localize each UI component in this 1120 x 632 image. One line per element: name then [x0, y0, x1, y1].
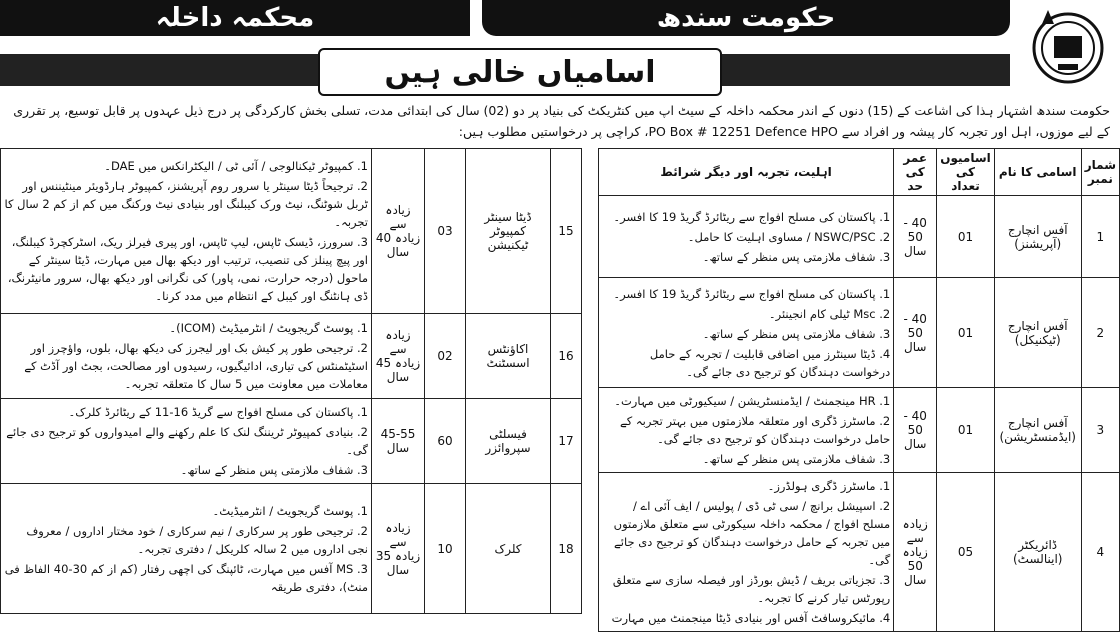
requirement-line: 2. ماسٹرز ڈگری اور متعلقہ ملازمتوں میں بہتر تجربہ کے حامل درخواست دہندگان کو ترجیح دی جائے گی۔: [620, 414, 891, 446]
requirement-line: 1. پاکستان کی مسلح افواج سے ریٹائرڈ گریڈ 19 کا افسر۔: [613, 209, 891, 224]
requirement-line: 2. اسپیشل برانچ / سی ٹی ڈی / پولیس / ایف آئی اے / مسلح افواج / محکمہ داخلہ سیکورٹی سے متعلق ملازمتوں میں تجربہ کے حامل درخواست دہندگان کو ترجیح دی جائے گی۔: [613, 499, 891, 567]
serial-cell: 1: [1081, 196, 1119, 278]
table-row: [599, 388, 1120, 473]
count-cell: 01: [937, 196, 995, 278]
table-row: [1, 149, 582, 314]
headline-bar: [0, 48, 1010, 92]
department-banner: [0, 0, 470, 36]
post-cell: آفس انچارج (ایڈمنسٹریشن): [994, 388, 1081, 473]
requirement-line: 3. تجزیاتی بریف / ڈیش بورڈز اور فیصلہ سازی سے متعلق رپورٹس تیار کرنے کا تجربہ۔: [612, 573, 891, 605]
requirement-line: 3. شفاف ملازمتی پس منظر کے ساتھ۔: [180, 463, 368, 477]
count-cell: 03: [425, 149, 466, 314]
col-count: اسامیوں کی تعداد: [937, 149, 995, 196]
age-cell: 40 - 50 سال: [894, 278, 937, 388]
serial-cell: 4: [1081, 473, 1119, 632]
requirement-line: 2. ترجیحاً ڈیٹا سینٹر یا سرور روم آپریشنز، کمپیوٹر ہارڈویئر مینٹیننس اور ٹربل شوٹنگ، نیٹ ورک کیبلنگ اور بنیادی نیٹ ورکنگ میں کم از کم 2 سال کا تجربہ۔: [4, 179, 368, 229]
requirement-line: 1. پوسٹ گریجویٹ / انٹرمیڈیٹ۔: [212, 503, 368, 518]
requirement-line: 3. شفاف ملازمتی پس منظر کے ساتھ۔: [702, 326, 891, 341]
requirement-line: 1. HR مینجمنٹ / ایڈمنسٹریشن / سیکیورٹی میں مہارت۔: [614, 394, 891, 408]
government-banner: [482, 0, 1010, 36]
age-cell: زیادہ سے زیادہ 45 سال: [372, 314, 425, 399]
requirements-cell: [1, 149, 372, 314]
requirement-line: 2. ترجیحی طور پر کیش بک اور لیجرز کی دیکھ بھال، بلوں، واؤچرز اور اسٹیٹمنٹس کی تیاری، ادائیگیوں، رسیدوں اور مصالحت، بجٹ اور آڈٹ کے معاملات میں معاونت میں 5 سال کا متعلقہ تجربہ۔: [24, 341, 368, 391]
col-age: عمر کی حد: [894, 149, 937, 196]
serial-cell: 17: [551, 399, 582, 484]
count-cell: 60: [425, 399, 466, 484]
requirement-line: 1. پوسٹ گریجویٹ / انٹرمیڈیٹ (ICOM)۔: [169, 321, 368, 335]
requirement-line: 2. NSWC/PSC / مساوی اہلیت کا حامل۔: [687, 229, 891, 244]
age-cell: زیادہ سے زیادہ 50 سال: [894, 473, 937, 632]
requirement-line: 1. پاکستان کی مسلح افواج سے گریڈ 16-11 کے ریٹائرڈ کلرک۔: [68, 405, 368, 419]
post-cell: کلرک: [466, 484, 551, 614]
requirements-cell: [1, 484, 372, 614]
requirement-line: 3. سرورز، ڈیسک ٹاپس، لیپ ٹاپس، اور پیری فیرلز ریک، اسٹرکچرڈ کیبلنگ، اور پیچ پینلز کی تنصیب، ترتیب اور دیکھ بھال میں مہارت، ڈیٹا سینٹر کے ماحول (درجہ حرارت، نمی، پاور) کی نگرانی اور دیکھ بھال، سرور مانیٹرنگ، ڈی ہانٹنگ اور کیبل کے انتظام میں مدد کرنا۔: [7, 235, 368, 303]
requirement-line: 4. مائیکروسافٹ آفس اور بنیادی ڈیٹا مینجمنٹ میں مہارت: [611, 611, 891, 625]
vacancies-table-left: [0, 148, 582, 614]
headline: اسامیاں خالی ہیں: [384, 54, 656, 90]
requirement-line: 2. Msc ٹیلی کام انجینئر۔: [768, 306, 891, 321]
serial-cell: 15: [551, 149, 582, 314]
col-requirements: اہلیت، تجربہ اور دیگر شرائط: [599, 149, 894, 196]
age-cell: 40 - 50 سال: [894, 196, 937, 278]
requirements-cell: [1, 399, 372, 484]
requirements-cell: [599, 278, 894, 388]
serial-cell: 2: [1081, 278, 1119, 388]
table-row: [599, 278, 1120, 388]
post-cell: فیسلٹی سپروائزر: [466, 399, 551, 484]
requirement-line: 3. شفاف ملازمتی پس منظر کے ساتھ۔: [702, 452, 891, 466]
count-cell: 01: [937, 388, 995, 473]
government-title: حکومت سندھ: [656, 3, 836, 33]
serial-cell: 18: [551, 484, 582, 614]
post-cell: ڈائریکٹر (اینالسٹ): [994, 473, 1081, 632]
age-cell: 45-55 سال: [372, 399, 425, 484]
age-cell: زیادہ سے زیادہ 40 سال: [372, 149, 425, 314]
table-row: [599, 473, 1120, 632]
requirements-cell: [1, 314, 372, 399]
requirement-line: 4. ڈیٹا سینٹرز میں اضافی قابلیت / تجربہ کے حامل درخواست دہندگان کو ترجیح دی جائے گی۔: [649, 346, 891, 379]
department-title: محکمہ داخلہ: [155, 3, 315, 33]
table-row: [599, 196, 1120, 278]
post-cell: ڈیٹا سینٹر کمپیوٹر ٹیکنیشن: [466, 149, 551, 314]
col-post: اسامی کا نام: [994, 149, 1081, 196]
age-cell: 40 - 50 سال: [894, 388, 937, 473]
post-cell: آفس انچارج (ٹیکنیکل): [994, 278, 1081, 388]
count-cell: 01: [937, 278, 995, 388]
post-cell: آفس انچارج (آپریشنز): [994, 196, 1081, 278]
table-row: [1, 314, 582, 399]
age-cell: زیادہ سے زیادہ 35 سال: [372, 484, 425, 614]
count-cell: 02: [425, 314, 466, 399]
requirement-line: 3. شفاف ملازمتی پس منظر کے ساتھ۔: [702, 249, 891, 264]
requirement-line: 1. کمپیوٹر ٹیکنالوجی / آئی ٹی / الیکٹرانکس میں DAE۔: [104, 159, 368, 173]
requirement-line: 1. ماسٹرز ڈگری ہولڈرز۔: [767, 479, 891, 493]
requirement-line: 2. بنیادی کمپیوٹر ٹریننگ لنک کا علم رکھنے والے امیدواروں کو ترجیح دی جائے گی۔: [6, 425, 368, 457]
intro-text: حکومت سندھ اشتہار ہذا کی اشاعت کے (15) دنوں کے اندر محکمہ داخلہ کے سیٹ اپ میں کنٹریکٹ کی بنیاد پر دو (02) سال کی ابتدائی مدت، تسلی بخش کارکردگی پر درج ذیل عہدوں پر قابل توسیع، پر تقرری کے لیے موزوں، اہل اور تجربہ کار پیشہ ور افراد سے PO Box # 12251 Defence HPO، کراچی پر درخواستیں مطلوب ہیں:: [13, 103, 1110, 139]
serial-cell: 3: [1081, 388, 1119, 473]
requirements-cell: [599, 473, 894, 632]
post-cell: اکاؤنٹس اسسٹنٹ: [466, 314, 551, 399]
table-row: [1, 484, 582, 614]
requirement-line: 3. MS آفس میں مہارت، ٹائپنگ کی اچھی رفتار (کم از کم 30-40 الفاظ فی منٹ)، دفتری طریقہ: [4, 561, 368, 594]
vacancies-table-right: [598, 148, 1120, 632]
requirements-cell: [599, 196, 894, 278]
count-cell: 10: [425, 484, 466, 614]
count-cell: 05: [937, 473, 995, 632]
sindh-emblem-icon: [1022, 2, 1114, 86]
table-row: [1, 399, 582, 484]
requirement-line: 1. پاکستان کی مسلح افواج سے ریٹائرڈ گریڈ 19 کا افسر۔: [613, 286, 891, 301]
requirements-cell: [599, 388, 894, 473]
requirement-line: 2. ترجیحی طور پر سرکاری / نیم سرکاری / خود مختار اداروں / معروف نجی اداروں میں 2 سالہ کلریکل / دفتری تجربہ۔: [26, 523, 368, 556]
serial-cell: 16: [551, 314, 582, 399]
col-serial: شمار نمبر: [1081, 149, 1119, 196]
